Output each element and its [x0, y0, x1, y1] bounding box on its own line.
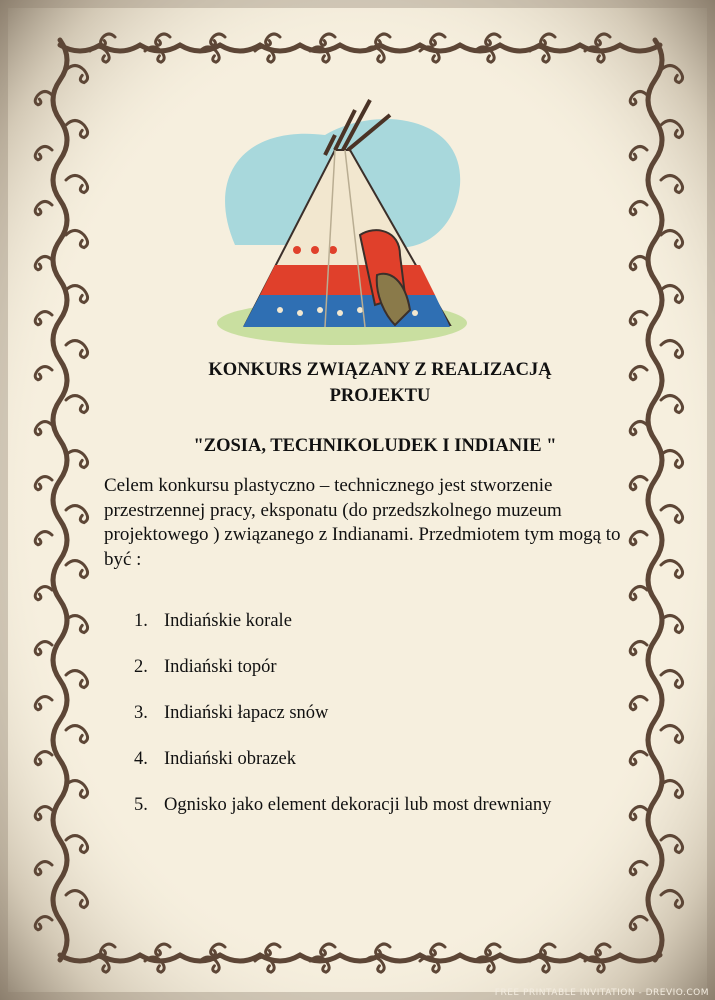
teepee-illustration — [215, 95, 470, 345]
intro-paragraph: Celem konkursu plastyczno – technicznego jest stworzenie przestrzennej pracy, eksponatu (do przedszkolnego muzeum projektowego ) związanego z Indianami. Przedmiotem tym mogą to być : — [104, 475, 621, 570]
subtitle: "ZOSIA, TECHNIKOLUDEK I INDIANIE " — [193, 436, 557, 456]
list-item: 2. Indiański topór — [134, 657, 277, 677]
list-item: 4. Indiański obrazek — [134, 749, 297, 769]
list-item: 3. Indiański łapacz snów — [134, 703, 329, 723]
list-item: 5. Ognisko jako element dekoracji lub most drewniany — [134, 795, 552, 815]
title-line-2: PROJEKTU — [329, 386, 431, 406]
watermark: FREE PRINTABLE INVITATION - DREVIO.COM — [494, 988, 709, 998]
list-item: 1. Indiańskie korale — [134, 611, 292, 631]
title-line-1: KONKURS ZWIĄZANY Z REALIZACJĄ — [208, 360, 552, 380]
item-list — [134, 608, 654, 838]
